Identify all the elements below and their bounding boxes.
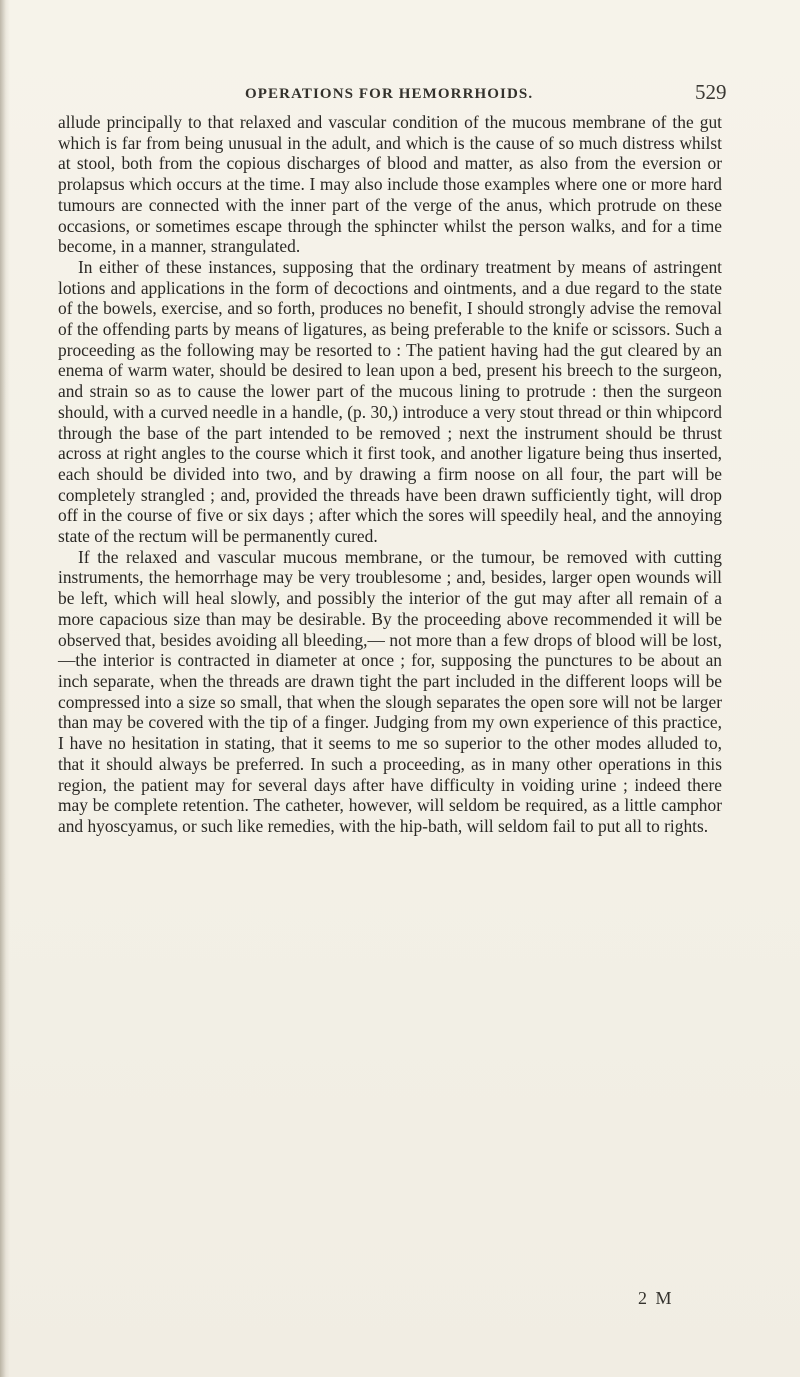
paragraph-cutting-comparison: If the relaxed and vascular mucous membrane, or the tumour, be removed with cutting instruments, the hemorrhage may be very troublesome ; and, besides, larger open wounds will be left, which will heal slowly, and possibly the interior of the gut may after all remain of a more capacious size than may be desirable. By the proceeding above recommended it will be observed that, besides avoiding all bleeding,— not more than a few drops of blood will be lost,—the interior is contracted in diameter at once ; for, supposing the punctures to be about an inch separate, when the threads are drawn tight the part included in the different loops will be compressed into a size so small, that when the slough separates the open sore will not be larger than may be covered with the tip of a finger. Judging from my own experience of this practice, I have no hesitation in stating, that it seems to me so superior to the other modes alluded to, that it should always be preferred. In such a proceeding, as in many other operations in this region, the patient may for several days after have difficulty in voiding urine ; indeed there may be complete retention. The catheter, however, will seldom be required, as a little camphor and hyoscyamus, or such like remedies, with the hip-bath, will seldom fail to put all to rights. bbox=[58, 546, 722, 836]
running-head bbox=[0, 80, 800, 110]
body-text bbox=[58, 112, 722, 837]
paragraph-ligature-method: In either of these instances, supposing that the ordinary treatment by means of astringent lotions and applications in the form of decoctions and ointments, and a due regard to the state of the bowels, exercise, and so forth, produces no benefit, I should strongly advise the removal of the offending parts by means of ligatures, as being preferable to the knife or scissors. Such a proceeding as the following may be resorted to : The patient having had the gut cleared by an enema of warm water, should be desired to lean upon a bed, present his breech to the surgeon, and strain so as to cause the lower part of the mucous lining to protrude : then the surgeon should, with a curved needle in a handle, (p. 30,) introduce a very stout thread or thin whipcord through the base of the part intended to be removed ; next the instrument should be thrust across at right angles to the course which it first took, and another ligature being thus inserted, each should be divided into two, and by drawing a firm noose on all four, the part will be completely strangled ; and, provided the threads have been drawn sufficiently tight, will drop off in the course of five or six days ; after which the sores will speedily heal, and the annoying state of the rectum will be permanently cured. bbox=[58, 256, 722, 547]
binding-gutter-shadow bbox=[0, 0, 10, 1377]
running-title: OPERATIONS FOR HEMORRHOIDS. bbox=[245, 86, 534, 102]
paragraph-continued: allude principally to that relaxed and vascular condition of the mucous membrane of the gut which is far from being unusual in the adult, and which is the cause of so much distress whilst at stool, both from the copious discharges of blood and matter, as also from the eversion or prolapsus which occurs at the time. I may also include those examples where one or more hard tumours are connected with the inner part of the verge of the anus, which protrude on these occasions, or sometimes escape through the sphincter whilst the person walks, and for a time become, in a manner, strangulated. bbox=[58, 112, 722, 257]
page-number: 529 bbox=[695, 80, 727, 104]
signature-mark: 2 M bbox=[638, 1288, 674, 1308]
